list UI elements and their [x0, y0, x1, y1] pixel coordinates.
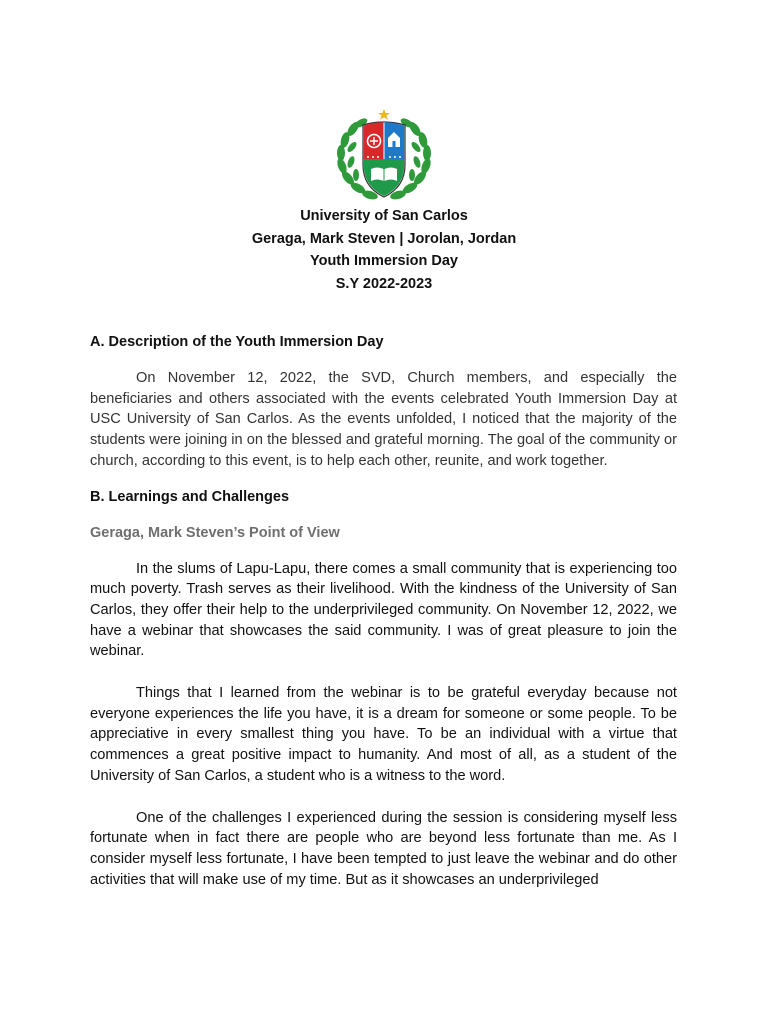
- document-body: [90, 332, 677, 890]
- section-b-heading: B. Learnings and Challenges: [90, 488, 290, 505]
- authors: Geraga, Mark Steven | Jorolan, Jordan: [251, 230, 517, 247]
- section-b-subheading: Geraga, Mark Steven’s Point of View: [90, 524, 340, 541]
- university-name: University of San Carlos: [300, 208, 468, 224]
- section-a-heading: A. Description of the Youth Immersion Day: [90, 334, 384, 350]
- paragraph: One of the challenges I experienced during the session is considering myself less fortunate when in fact there are people who are beyond less fortunate than me. As I consider myself less fortunate, I have been tempted to just leave the webinar and do other activities that will make use of my time. But as it showcases an underprivileged: [90, 809, 677, 888]
- paragraph: In the slums of Lapu-Lapu, there comes a small community that is experiencing too much poverty. Trash serves as their livelihood. With the kindness of the University of San Carlos, they offer their help to the underprivileged community. On November 12, 2022, we have a webinar that showcases the said community. I was of great pleasure to join the webinar.: [90, 560, 677, 660]
- university-seal-icon: [333, 107, 435, 207]
- document-header: [0, 205, 768, 295]
- section-a-paragraph: On November 12, 2022, the SVD, Church members, and especially the beneficiaries and others associated with the events celebrated Youth Immersion Day at USC University of San Carlos. As the events unfolded, I noticed that the majority of the students were joining in on the blessed and grateful morning. The goal of the community or church, according to this event, is to help each other, reunite, and work together.: [90, 370, 677, 469]
- event-title: Youth Immersion Day: [310, 253, 458, 269]
- paragraph: Things that I learned from the webinar is to be grateful everyday because not everyone experiences the life you have, it is a dream for someone or some people. To be appreciative in every smallest thing you have. To be an individual with a virtue that commences a great positive impact to humanity. And most of all, as a student of the University of San Carlos, a student who is a witness to the word.: [90, 685, 677, 784]
- school-year: S.Y 2022-2023: [335, 275, 433, 292]
